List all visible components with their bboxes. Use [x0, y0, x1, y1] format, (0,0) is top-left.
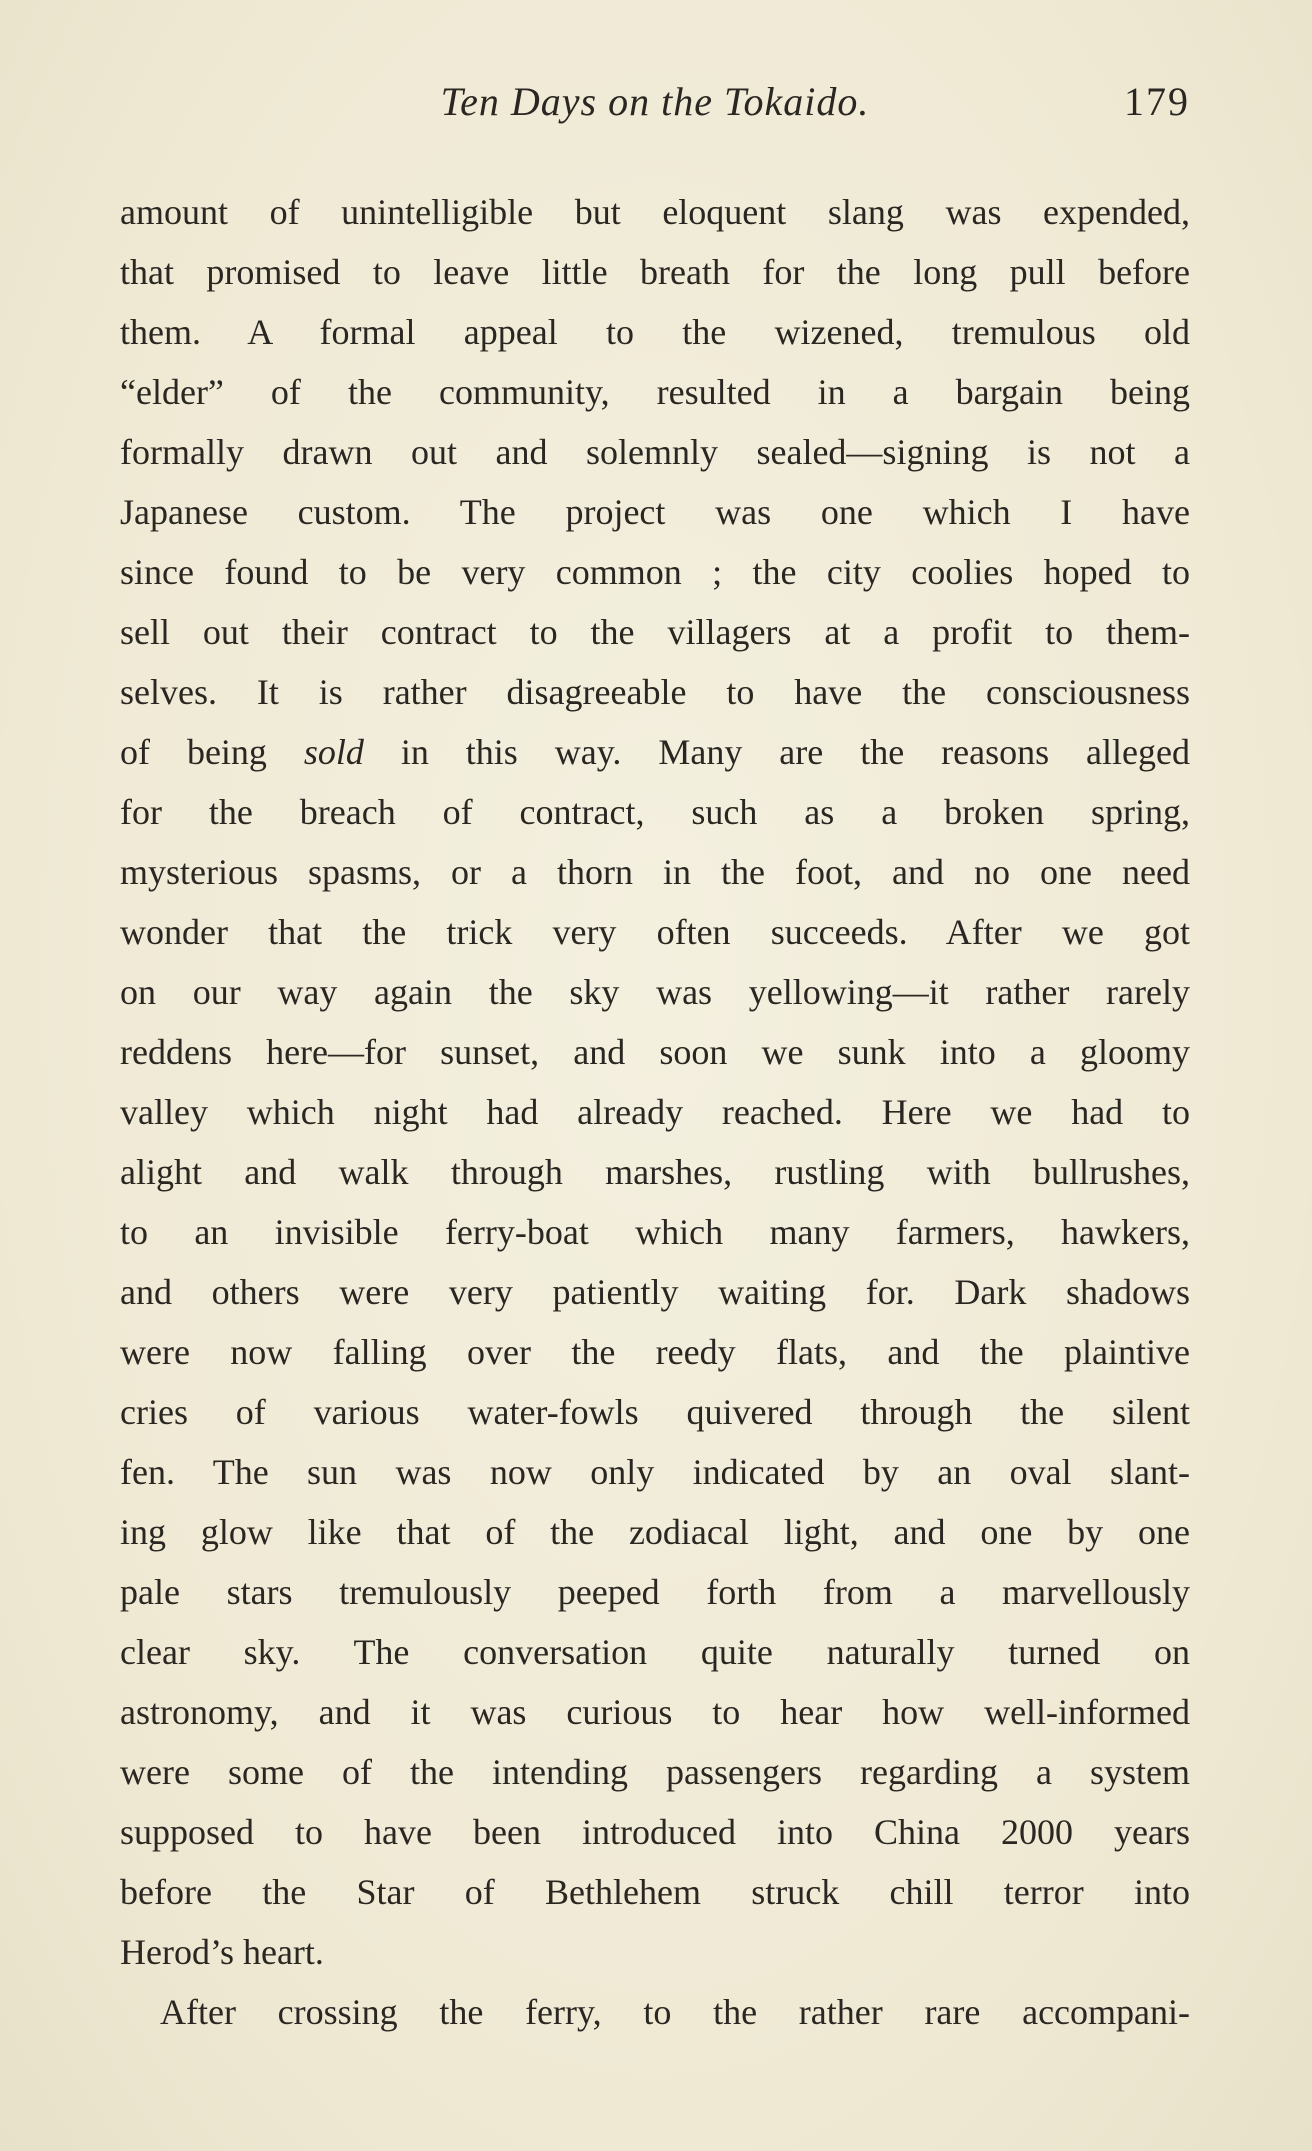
text-line: [120, 722, 1190, 782]
text-line: valley which night had already reached. Here we had to: [120, 1092, 1190, 1132]
text-line: fen. The sun was now only indicated by an oval slant-: [120, 1452, 1190, 1492]
text-line: them. A formal appeal to the wizened, tremulous old: [120, 312, 1190, 352]
running-title: Ten Days on the Tokaido.: [440, 79, 870, 124]
text-line: astronomy, and it was curious to hear how well-informed: [120, 1692, 1190, 1732]
text-line: amount of unintelligible but eloquent slang was expended,: [120, 192, 1190, 232]
text-line: Japanese custom. The project was one which I have: [120, 492, 1190, 532]
text-line: since found to be very common ; the city coolies hoped to: [120, 552, 1190, 592]
text-line: for the breach of contract, such as a broken spring,: [120, 792, 1190, 832]
text-line: ing glow like that of the zodiacal light, and one by one: [120, 1512, 1190, 1552]
text-line: mysterious spasms, or a thorn in the foot, and no one need: [120, 852, 1190, 892]
text-line: on our way again the sky was yellowing—it rather rarely: [120, 972, 1190, 1012]
italic-word: sold: [303, 732, 364, 772]
text-line: “elder” of the community, resulted in a bargain being: [120, 372, 1190, 412]
text-line: After crossing the ferry, to the rather rare accompani-: [160, 1992, 1190, 2032]
page-number: 179: [1124, 79, 1190, 124]
text-line: to an invisible ferry-boat which many farmers, hawkers,: [120, 1212, 1190, 1252]
text-line: Herod’s heart.: [120, 1932, 324, 1972]
text-line: selves. It is rather disagreeable to have the consciousness: [120, 672, 1190, 712]
text-line: sell out their contract to the villagers at a profit to them-: [120, 612, 1190, 652]
body-text: [120, 182, 1190, 2042]
text-line: wonder that the trick very often succeeds. After we got: [120, 912, 1190, 952]
text-line: alight and walk through marshes, rustling with bullrushes,: [120, 1152, 1190, 1192]
text-line: formally drawn out and solemnly sealed—signing is not a: [120, 432, 1190, 472]
text-line: cries of various water-fowls quivered through the silent: [120, 1392, 1190, 1432]
text-line: pale stars tremulously peeped forth from a marvellously: [120, 1572, 1190, 1612]
text-line: clear sky. The conversation quite naturally turned on: [120, 1632, 1190, 1672]
text-segment: in this way. Many are the reasons alleged: [363, 732, 1190, 772]
text-segment: of being: [120, 732, 304, 772]
text-line: and others were very patiently waiting for. Dark shadows: [120, 1272, 1190, 1312]
text-line: reddens here—for sunset, and soon we sunk into a gloomy: [120, 1032, 1190, 1072]
text-line: supposed to have been introduced into China 2000 years: [120, 1812, 1190, 1852]
text-line: were now falling over the reedy flats, and the plaintive: [120, 1332, 1190, 1372]
running-head: [120, 72, 1190, 132]
text-line: before the Star of Bethlehem struck chill terror into: [120, 1872, 1190, 1912]
text-line: were some of the intending passengers regarding a system: [120, 1752, 1190, 1792]
text-line: that promised to leave little breath for the long pull before: [120, 252, 1190, 292]
